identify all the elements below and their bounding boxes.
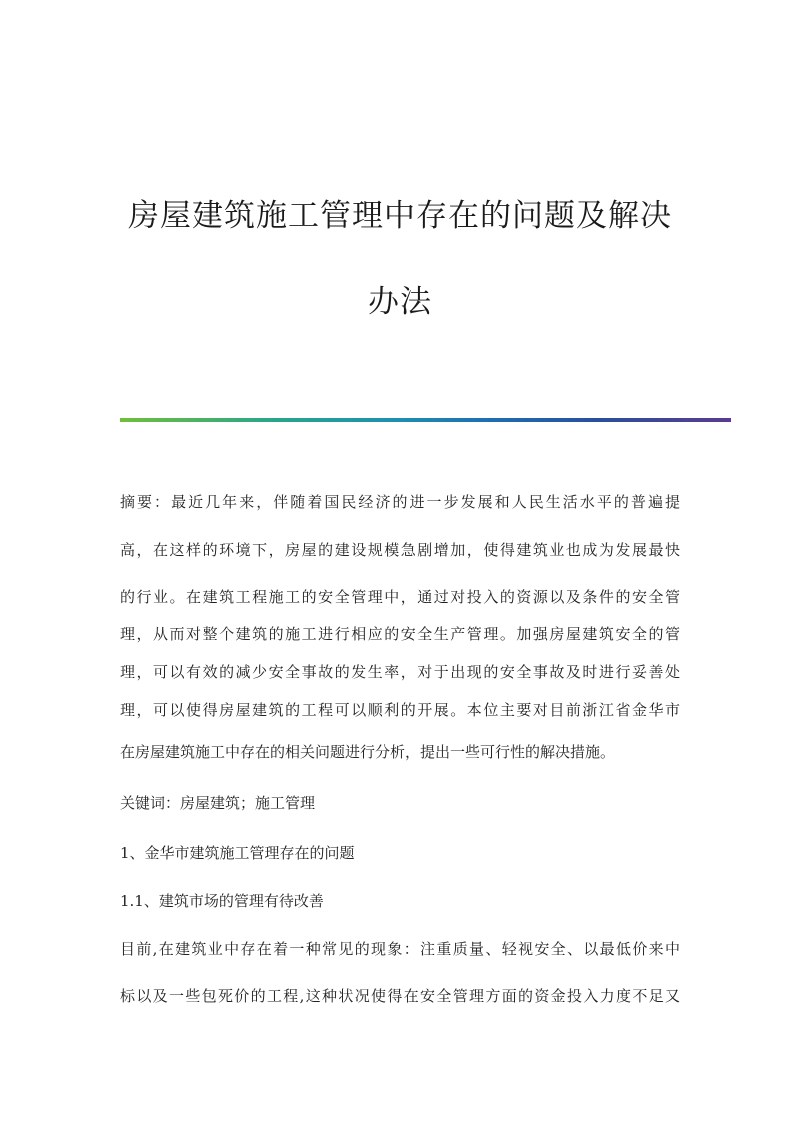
body-line: 标以及一些包死价的工程,这种状况使得在安全管理方面的资金投入力度不足又	[120, 987, 680, 1005]
document-title-line-2: 办法	[368, 284, 432, 320]
abstract-line: 高，在这样的环境下，房屋的建设规模急剧增加，使得建筑业也成为发展最快	[120, 541, 680, 559]
abstract-line: 理，从而对整个建筑的施工进行相应的安全生产管理。加强房屋建筑安全的管	[120, 625, 680, 643]
abstract-line: 的行业。在建筑工程施工的安全管理中，通过对投入的资源以及条件的安全管	[120, 588, 680, 606]
gradient-divider	[120, 418, 731, 422]
abstract-line: 理，可以使得房屋建筑的工程可以顺利的开展。本位主要对目前浙江省金华市	[120, 701, 680, 719]
section-1-heading: 1、金华市建筑施工管理存在的问题	[120, 844, 355, 862]
document-title-line-1: 房屋建筑施工管理中存在的问题及解决	[128, 198, 672, 234]
body-line: 目前,在建筑业中存在着一种常见的现象：注重质量、轻视安全、以最低价来中	[120, 940, 680, 958]
abstract-line: 摘要：最近几年来，伴随着国民经济的进一步发展和人民生活水平的普遍提	[120, 493, 680, 511]
abstract-line: 在房屋建筑施工中存在的相关问题进行分析，提出一些可行性的解决措施。	[120, 743, 616, 761]
abstract-line: 理，可以有效的减少安全事故的发生率，对于出现的安全事故及时进行妥善处	[120, 663, 680, 681]
keywords-line: 关键词：房屋建筑；施工管理	[120, 794, 316, 812]
section-1-1-heading: 1.1、建筑市场的管理有待改善	[120, 892, 324, 910]
